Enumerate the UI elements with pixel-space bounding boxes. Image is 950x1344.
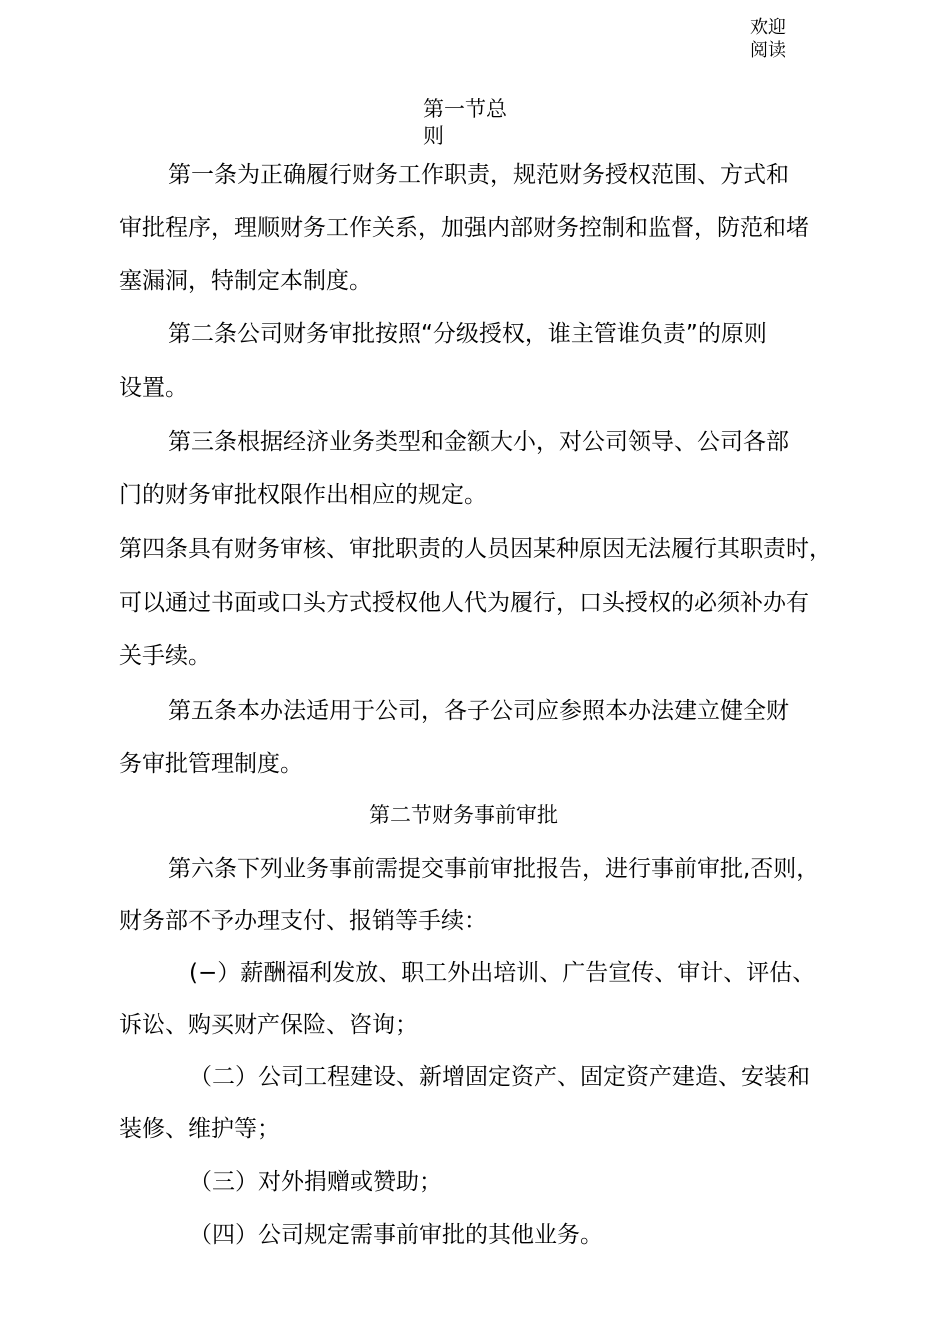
section-1-title-line-1: 第一节总 [423,97,507,121]
article-6-line-2: 财务部不予办理支付、报销等手续： [119,908,487,934]
header-corner-note [750,16,810,62]
article-1-line-2: 审批程序，理顺财务工作关系，加强内部财务控制和监督，防范和堵 [119,215,809,241]
item-2-line-2: 装修、维护等； [119,1116,280,1142]
section-1-title [423,96,533,150]
article-3-line-1: 第三条根据经济业务类型和金额大小，对公司领导、公司各部 [168,429,789,455]
item-1-line-1: (−）薪酬福利发放、职工外出培训、广告宣传、审计、评估、 [189,960,816,986]
article-1-line-1: 第一条为正确履行财务工作职责，规范财务授权范围、方式和 [168,162,789,188]
item-2-line-1: （二）公司工程建设、新增固定资产、固定资产建造、安装和 [189,1064,810,1090]
section-1-title-line-2: 则 [423,124,444,148]
corner-note-line-1: 欢迎 [750,17,786,38]
article-5-line-1: 第五条本办法适用于公司，各子公司应参照本办法建立健全财 [168,698,789,724]
section-2-title: 第二节财务事前审批 [369,803,558,827]
article-4-line-1: 第四条具有财务审核、审批职责的人员因某种原因无法履行其职责时， [119,536,832,562]
article-2-line-2: 设置。 [119,375,188,401]
corner-note-line-2: 阅读 [750,40,786,61]
article-1-line-3: 塞漏洞，特制定本制度。 [119,268,372,294]
item-3-line-1: （三）对外捐赠或赞助； [189,1169,442,1195]
article-4-line-2: 可以通过书面或口头方式授权他人代为履行，口头授权的必须补办有 [119,590,809,616]
article-2-line-1: 第二条公司财务审批按照“分级授权，谁主管谁负责”的原则 [168,321,767,347]
item-4-line-1: （四）公司规定需事前审批的其他业务。 [189,1222,603,1248]
article-4-line-3: 关手续。 [119,643,211,669]
item-1-line-2: 诉讼、购买财产保险、咨询； [119,1012,418,1038]
article-6-line-1: 第六条下列业务事前需提交事前审批报告，进行事前审批,否则， [168,856,820,882]
article-3-line-2: 门的财务审批权限作出相应的规定。 [119,482,487,508]
article-5-line-2: 务审批管理制度。 [119,751,303,777]
